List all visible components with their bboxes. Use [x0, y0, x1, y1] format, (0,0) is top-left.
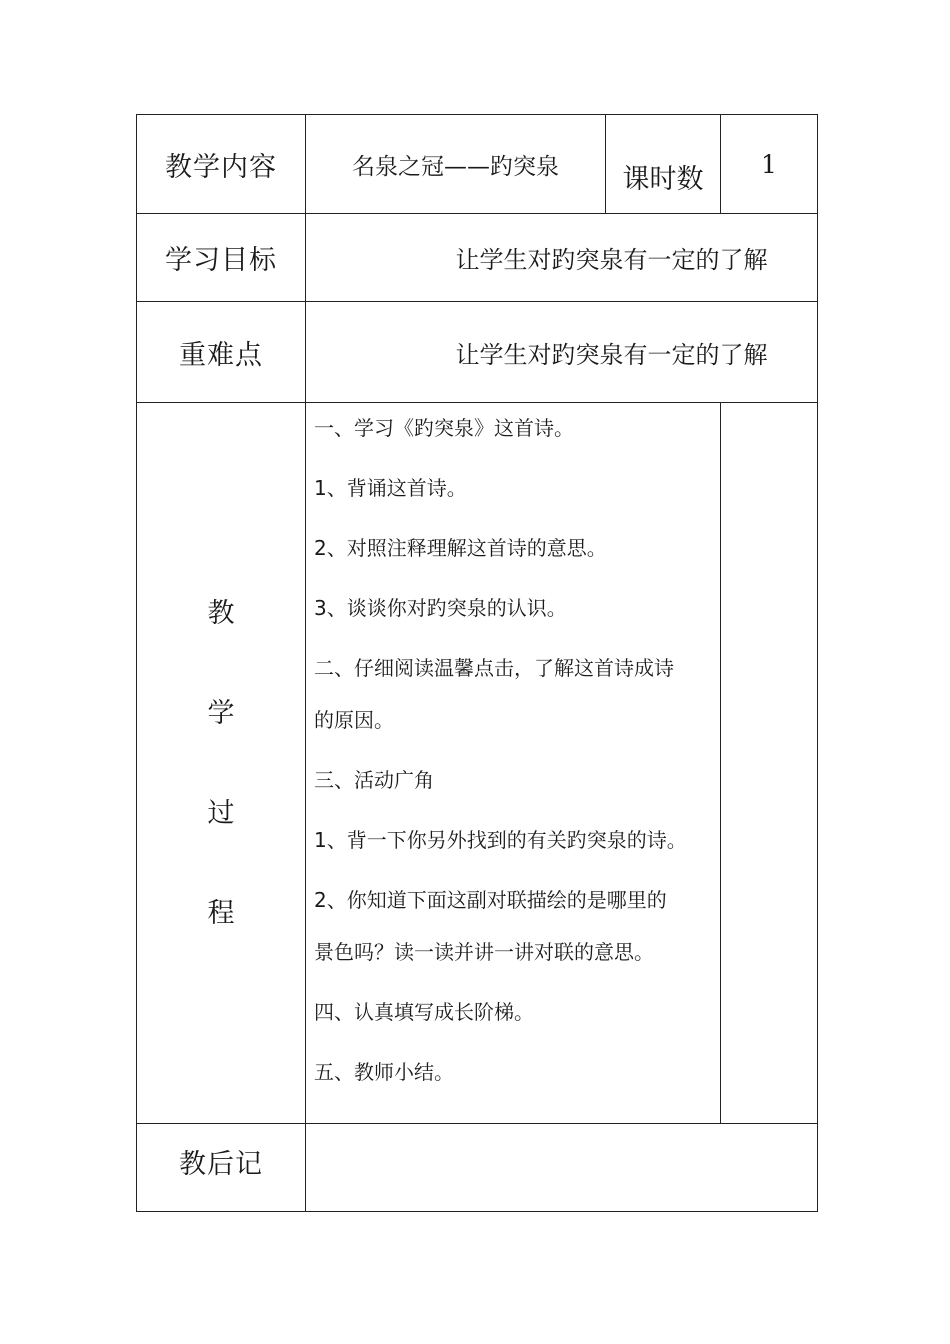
hours-label: 课时数 — [606, 115, 721, 214]
step-line: 的原因。 — [314, 708, 394, 732]
process-label — [137, 403, 306, 1124]
key-points-label: 重难点 — [137, 302, 306, 403]
content-label: 教学内容 — [137, 115, 306, 214]
step-item: 3、谈谈你对趵突泉的认识。 — [314, 596, 567, 620]
process-side-cell — [721, 403, 818, 1124]
row-process — [137, 403, 818, 1124]
goals-text: 让学生对趵突泉有一定的了解 — [306, 214, 818, 302]
process-label-char: 教 — [207, 597, 235, 629]
step-item — [314, 653, 714, 735]
lesson-title: 名泉之冠——趵突泉 — [306, 115, 606, 214]
step-item: 2、对照注释理解这首诗的意思。 — [314, 536, 607, 560]
step-line: 二、仔细阅读温馨点击，了解这首诗成诗 — [314, 656, 674, 680]
step-item — [314, 885, 714, 967]
lesson-plan-table — [136, 114, 818, 1212]
row-goals — [137, 214, 818, 302]
process-label-char: 学 — [207, 697, 235, 729]
step-item: 1、背一下你另外找到的有关趵突泉的诗。 — [314, 828, 687, 852]
process-label-char: 程 — [207, 897, 235, 929]
step-line: 2、你知道下面这副对联描绘的是哪里的 — [314, 888, 667, 912]
notes-label: 教后记 — [137, 1124, 306, 1212]
process-steps — [306, 403, 721, 1124]
notes-content — [306, 1124, 818, 1212]
row-key-points — [137, 302, 818, 403]
step-line: 景色吗？读一读并讲一讲对联的意思。 — [314, 940, 654, 964]
step-item: 三、活动广角 — [314, 768, 434, 792]
step-item: 四、认真填写成长阶梯。 — [314, 1000, 534, 1024]
row-notes — [137, 1124, 818, 1212]
key-points-text: 让学生对趵突泉有一定的了解 — [306, 302, 818, 403]
goals-label: 学习目标 — [137, 214, 306, 302]
step-item: 一、学习《趵突泉》这首诗。 — [314, 416, 574, 440]
row-content — [137, 115, 818, 214]
step-item: 五、教师小结。 — [314, 1060, 454, 1084]
step-item: 1、背诵这首诗。 — [314, 476, 467, 500]
process-label-char: 过 — [207, 797, 235, 829]
hours-value: 1 — [721, 115, 818, 214]
